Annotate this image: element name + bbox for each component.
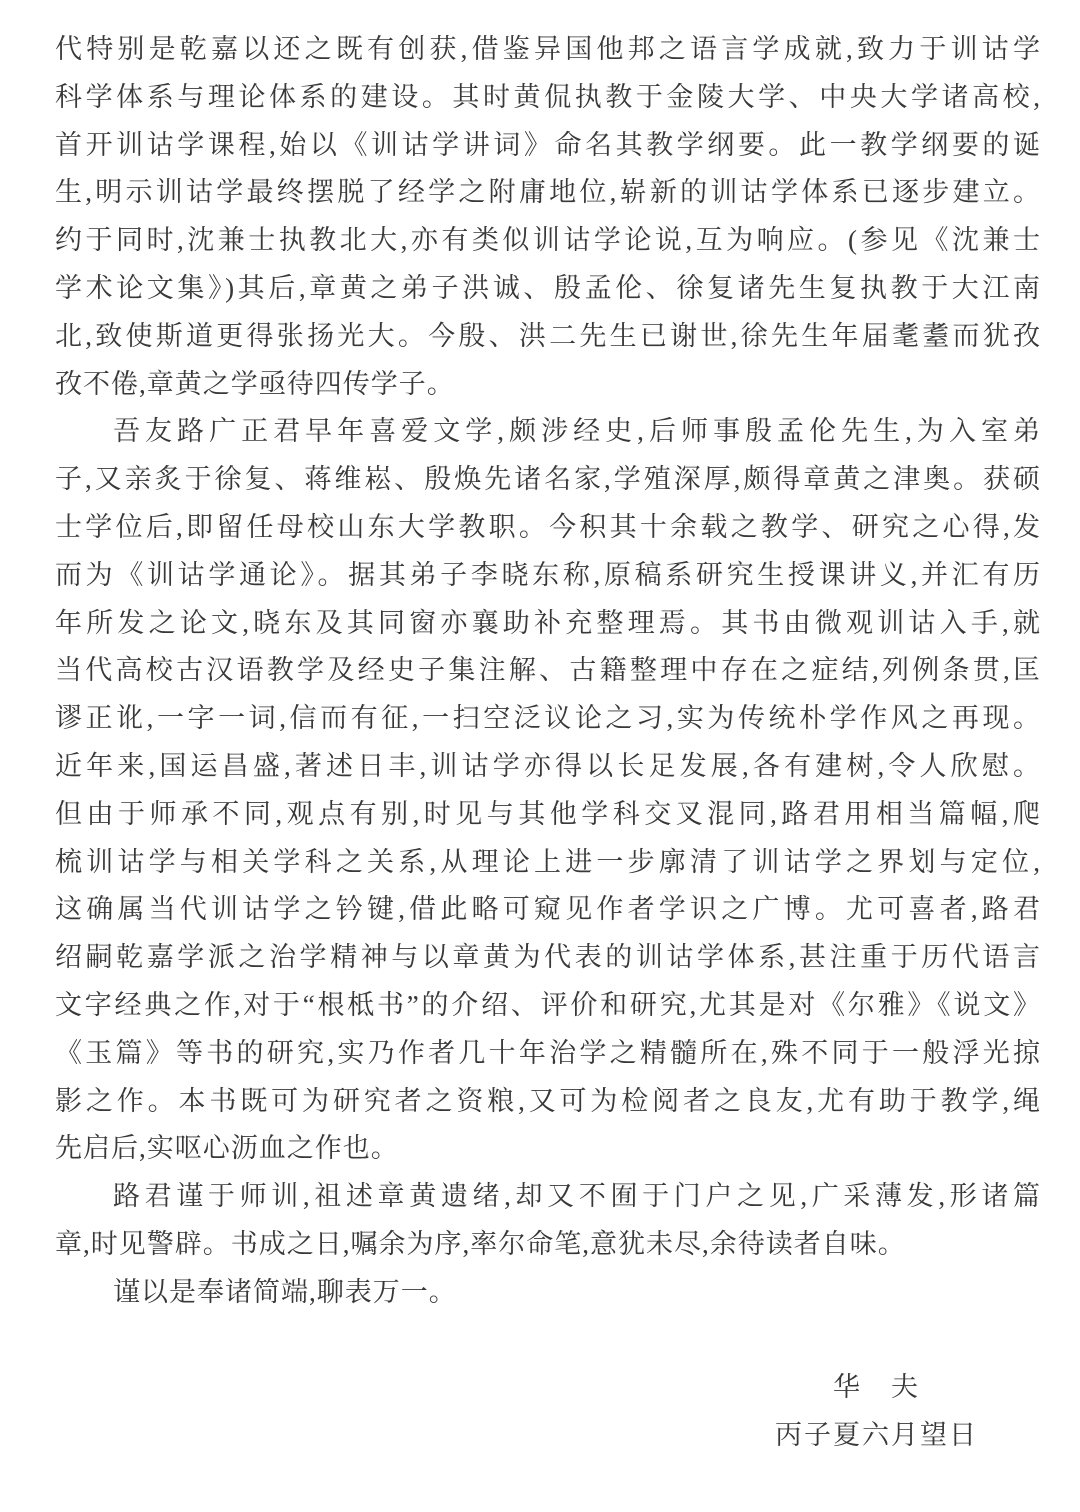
text-line: 代特别是乾嘉以还之既有创获,借鉴异国他邦之语言学成就,致力于训诂学 — [55, 34, 1040, 64]
preface-text-block — [55, 26, 1040, 1460]
text-line: 路君谨于师训,祖述章黄遗绪,却又不囿于门户之见,广采薄发,形诸篇 — [113, 1181, 1040, 1212]
author-signature: 华 夫 — [833, 1372, 920, 1403]
text-line: 谬正讹,一字一词,信而有征,一扫空泛议论之习,实为传统朴学作风之再现。 — [55, 703, 1040, 734]
text-line: 北,致使斯道更得张扬光大。今殷、洪二先生已谢世,徐先生年届耄耋而犹孜 — [55, 320, 1040, 351]
text-line: 先启后,实呕心沥血之作也。 — [55, 1133, 399, 1164]
text-line: 近年来,国运昌盛,著述日丰,训诂学亦得以长足发展,各有建树,令人欣慰。 — [55, 750, 1040, 781]
text-line: 这确属当代训诂学之钤键,借此略可窥见作者学识之广博。尤可喜者,路君 — [55, 894, 1040, 925]
text-line: 但由于师承不同,观点有别,时见与其他学科交叉混同,路君用相当篇幅,爬 — [55, 798, 1040, 829]
text-line: 子,又亲炙于徐复、蒋维崧、殷焕先诸名家,学殖深厚,颇得章黄之津奥。获硕 — [55, 464, 1040, 495]
text-line: 科学体系与理论体系的建设。其时黄侃执教于金陵大学、中央大学诸高校, — [55, 81, 1040, 112]
text-line: 约于同时,沈兼士执教北大,亦有类似训诂学论说,互为响应。(参见《沈兼士 — [55, 225, 1040, 256]
text-line: 士学位后,即留任母校山东大学教职。今积其十余载之教学、研究之心得,发 — [55, 511, 1040, 542]
text-line: 谨以是奉诸简端,聊表万一。 — [113, 1276, 457, 1307]
text-line: 影之作。本书既可为研究者之资粮,又可为检阅者之良友,尤有助于教学,绳 — [55, 1085, 1040, 1116]
text-line: 章,时见警辟。书成之日,嘱余为序,率尔命笔,意犹未尽,余待读者自味。 — [55, 1228, 906, 1259]
text-line: 生,明示训诂学最终摆脱了经学之附庸地位,崭新的训诂学体系已逐步建立。 — [55, 177, 1040, 208]
text-line: 孜不倦,章黄之学亟待四传学子。 — [55, 368, 455, 399]
text-line: 绍嗣乾嘉学派之治学精神与以章黄为代表的训诂学体系,甚注重于历代语言 — [55, 942, 1040, 973]
signature-date: 丙子夏六月望日 — [775, 1420, 978, 1451]
text-line: 学术论文集》)其后,章黄之弟子洪诚、殷孟伦、徐复诸先生复执教于大江南 — [55, 272, 1040, 303]
text-line: 梳训诂学与相关学科之关系,从理论上进一步廓清了训诂学之界划与定位, — [55, 846, 1040, 877]
text-line: 《玉篇》等书的研究,实乃作者几十年治学之精髓所在,殊不同于一般浮光掠 — [55, 1037, 1040, 1068]
text-line: 而为《训诂学通论》。据其弟子李晓东称,原稿系研究生授课讲义,并汇有历 — [55, 559, 1040, 590]
text-line: 首开训诂学课程,始以《训诂学讲词》命名其教学纲要。此一教学纲要的诞 — [55, 129, 1040, 160]
text-line: 年所发之论文,晓东及其同窗亦襄助补充整理焉。其书由微观训诂入手,就 — [55, 607, 1040, 638]
text-line: 吾友路广正君早年喜爱文学,颇涉经史,后师事殷孟伦先生,为入室弟 — [113, 416, 1040, 447]
preface-lines — [55, 26, 1040, 1317]
text-line: 文字经典之作,对于“根柢书”的介绍、评价和研究,尤其是对《尔雅》《说文》 — [55, 989, 1040, 1020]
text-line: 当代高校古汉语教学及经史子集注解、古籍整理中存在之症结,列例条贯,匡 — [55, 655, 1040, 686]
